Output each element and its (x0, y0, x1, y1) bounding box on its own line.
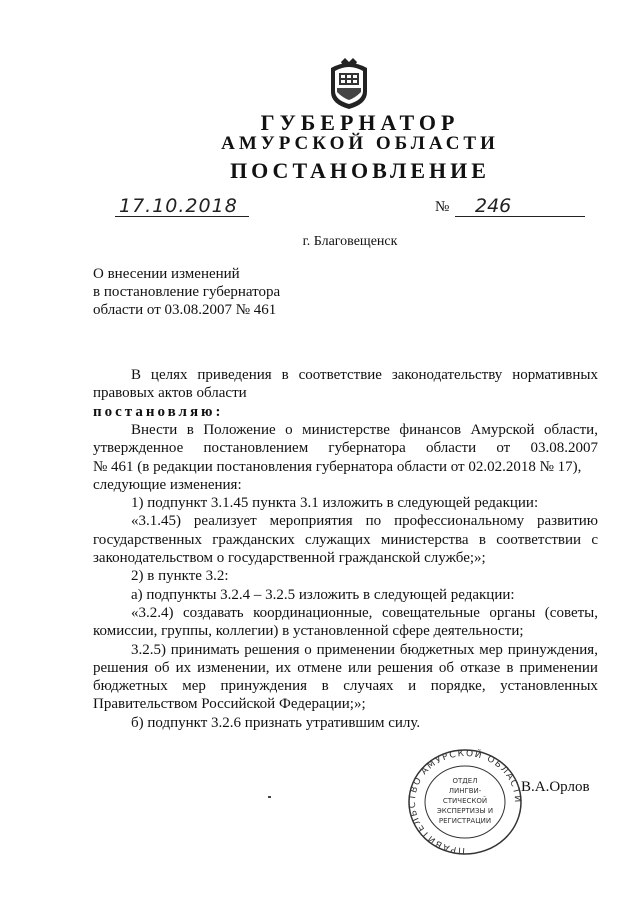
stamp-line: СТИЧЕСКОЙ (442, 797, 488, 805)
number-label: № (435, 199, 450, 215)
word: принуждения, (507, 641, 598, 658)
word: министерстве (302, 422, 390, 438)
word: о (285, 422, 293, 438)
text-line (93, 604, 598, 622)
word: об (438, 659, 455, 676)
text-line (93, 677, 598, 695)
header-region: АМУРСКОЙ ОБЛАСТИ (221, 133, 499, 154)
word: Амурской (470, 422, 535, 438)
word: органы (489, 604, 536, 621)
document-number: 246 (455, 196, 585, 217)
word: целях (150, 367, 188, 383)
text-line (93, 695, 598, 713)
word: случаях (343, 678, 394, 695)
text-line (93, 384, 598, 402)
text-line (93, 458, 598, 476)
stamp-line: РЕГИСТРАЦИИ (438, 817, 492, 825)
word: министерства (380, 531, 469, 548)
signatory-name: В.А.Орлов (521, 779, 590, 795)
word: изменении, (197, 659, 270, 676)
word: в (478, 531, 486, 548)
word: в (321, 678, 329, 695)
word: приведения (197, 367, 272, 383)
word: отмене (297, 659, 342, 676)
word: финансов (399, 422, 462, 438)
word: применении (316, 641, 396, 658)
word: Положение (203, 422, 276, 438)
word: постановлением (203, 440, 309, 457)
word: № 461 (в редакции постановления губернатора области от 02.02.2018 № 17), (93, 458, 582, 475)
header-document-type: ПОСТАНОВЛЕНИЕ (230, 158, 490, 183)
item-1: 1) подпункт 3.1.45 пункта 3.1 изложить в следующей редакции: (131, 495, 539, 512)
word: и (408, 678, 417, 695)
word: применении (519, 659, 598, 676)
word: «3.1.45) (131, 513, 181, 530)
title-line: О внесении изменений (93, 266, 240, 282)
decree-word: постановляю: (93, 403, 224, 420)
word: Правительством Российской Федерации;»; (93, 696, 366, 713)
word: с (591, 531, 598, 548)
word: бюджетных (399, 641, 475, 658)
word: решения (244, 641, 300, 658)
text-line (93, 439, 598, 457)
document-date: 17.10.2018 (115, 196, 249, 217)
word: принуждения (220, 678, 308, 695)
item-2b: б) подпункт 3.2.6 признать утратившим силу. (131, 714, 421, 731)
word: комиссии, группы, коллегии) в установленной сфере деятельности; (93, 623, 524, 640)
title-line: в постановление губернатора (93, 284, 281, 300)
word: 03.08.2007 (530, 440, 598, 457)
word: принимать (170, 641, 240, 658)
ink-dot (268, 796, 271, 798)
text-line (93, 421, 598, 439)
word: или (347, 659, 372, 676)
word: профессиональному (394, 513, 525, 530)
word: в (186, 422, 194, 438)
paragraph-purpose (93, 366, 598, 421)
word: бюджетных (93, 678, 168, 695)
word: соответствии (496, 531, 582, 548)
text-line (93, 476, 598, 494)
word: решения (377, 659, 433, 676)
word: порядке, (430, 678, 486, 695)
word: в (506, 659, 514, 676)
word: соответствие (298, 367, 382, 383)
word: о (304, 641, 312, 658)
word: гражданских (212, 531, 295, 548)
stamp-line: ОТДЕЛ (452, 777, 478, 785)
official-stamp (400, 745, 530, 860)
word: их (175, 659, 192, 676)
item-2: 2) в пункте 3.2: (131, 568, 229, 585)
stamp-line: ЭКСПЕРТИЗЫ И (436, 807, 494, 815)
word: совещательные (381, 604, 480, 621)
word: Внести (131, 422, 178, 438)
header-governor: ГУБЕРНАТОР (260, 110, 460, 135)
document-title (93, 265, 280, 319)
text-line (93, 622, 598, 640)
word: реализует (193, 513, 257, 530)
word: в (281, 367, 289, 383)
word: законодательству (391, 367, 503, 383)
word: 3.2.5) (131, 641, 166, 658)
text-line (93, 366, 598, 384)
text-line (93, 659, 598, 677)
word: служащих (305, 531, 371, 548)
word: об (154, 659, 170, 676)
city: г. Благовещенск (302, 234, 398, 249)
word: от (496, 440, 511, 457)
word: мер (182, 678, 206, 695)
word: губернатора (328, 440, 406, 457)
word: следующие изменения: (93, 476, 242, 493)
word: установленных (500, 678, 598, 695)
word: координационные, (253, 604, 373, 621)
word: мер (479, 641, 503, 658)
word: по (365, 513, 382, 530)
stamp-ring-text: ПРАВИТЕЛЬСТВО АМУРСКОЙ ОБЛАСТИ (407, 748, 523, 856)
word: их (275, 659, 292, 676)
word: создавать (183, 604, 244, 621)
word: В (131, 367, 142, 383)
word: развитию (537, 513, 598, 530)
paragraph-amendment (93, 421, 598, 732)
text-line (93, 549, 598, 567)
word: правовых актов области (93, 385, 247, 402)
coat-of-arms-emblem (325, 58, 373, 110)
word: мероприятия (269, 513, 353, 530)
word: (советы, (544, 604, 598, 621)
word: области, (544, 422, 598, 438)
item-2a: а) подпункты 3.2.4 – 3.2.5 изложить в следующей редакции: (131, 586, 515, 603)
word: государственных (93, 531, 202, 548)
title-line: области от 03.08.2007 № 461 (93, 302, 277, 318)
word: отказе (460, 659, 501, 676)
word: утвержденное (93, 440, 184, 457)
text-line (93, 531, 598, 549)
word: нормативных (512, 367, 598, 383)
text-line (93, 641, 598, 659)
text-line (93, 512, 598, 530)
word: решения (93, 659, 149, 676)
word: области (426, 440, 477, 457)
word: «3.2.4) (131, 604, 174, 621)
stamp-line: ЛИНГВИ- (448, 787, 482, 795)
word: законодательством о государственной гражданской службе;»; (93, 550, 486, 567)
